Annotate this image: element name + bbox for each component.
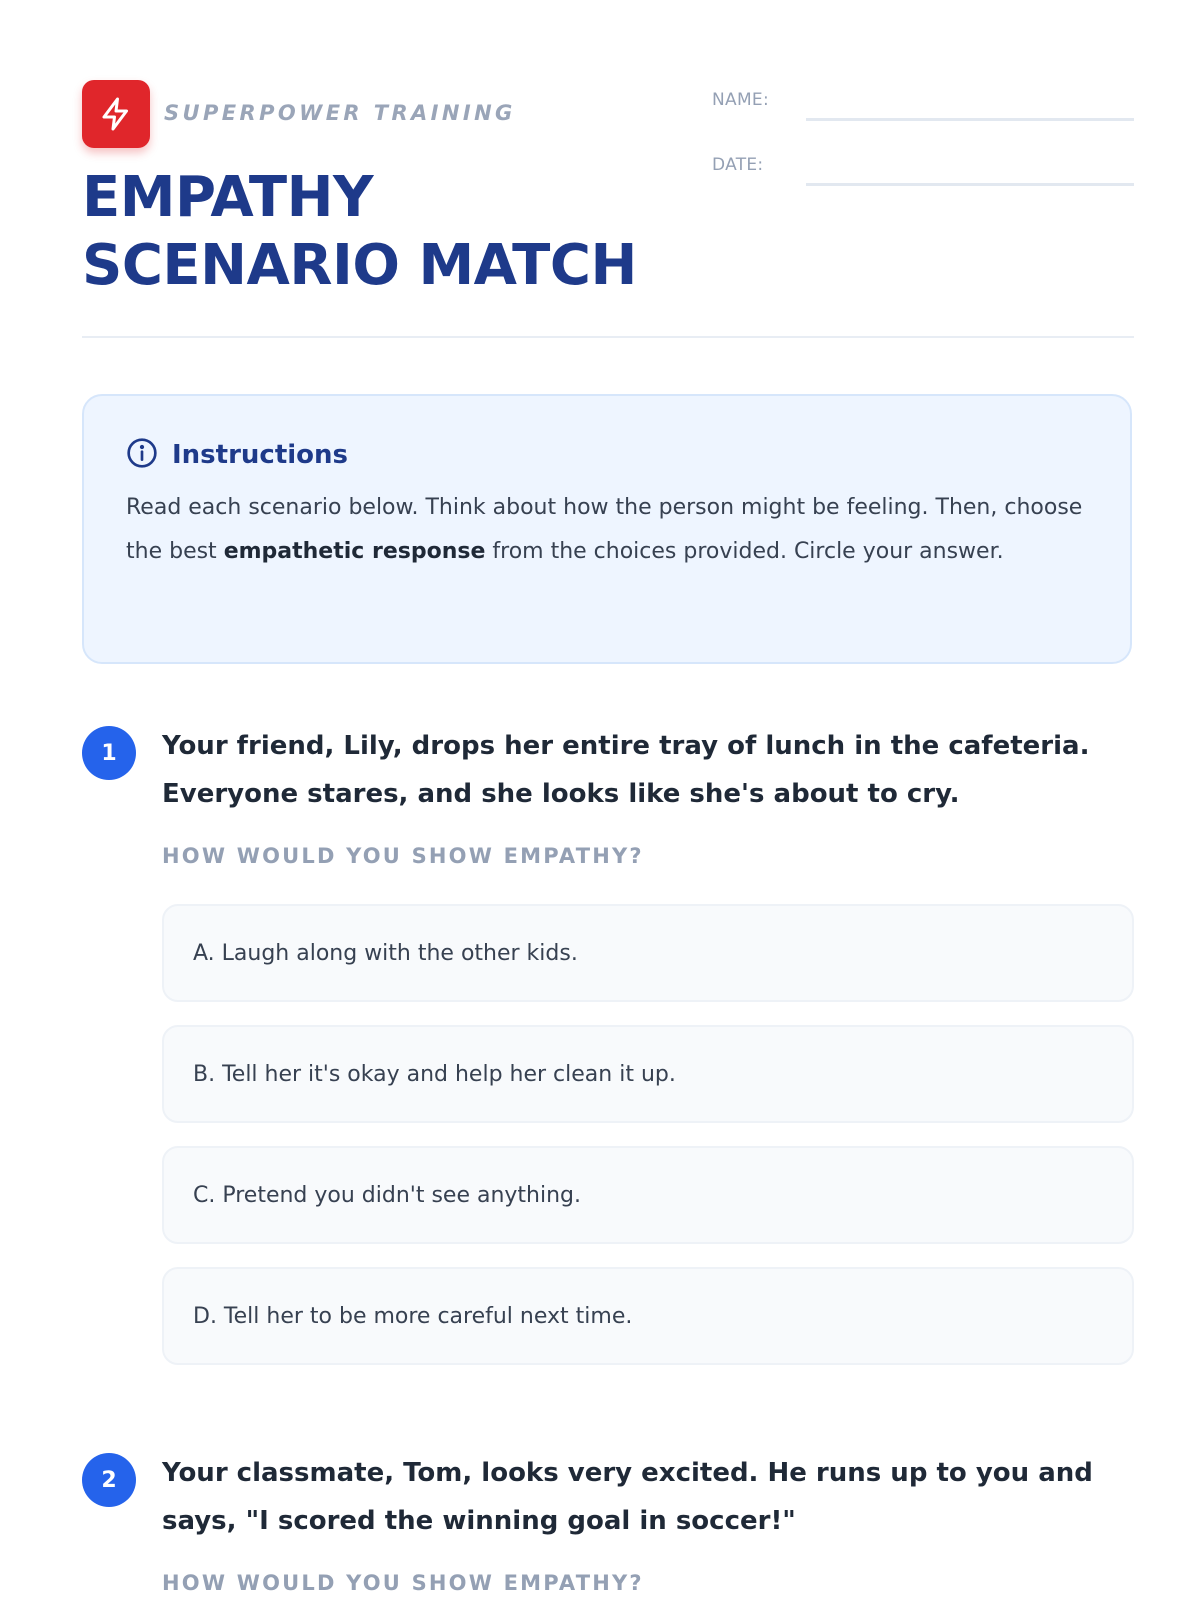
lightning-bolt-icon xyxy=(82,80,150,148)
question-scenario: Your classmate, Tom, looks very excited. He runs up to you and says, "I scored the winning goal in soccer!" xyxy=(162,1458,1093,1536)
instructions-text xyxy=(126,486,1096,574)
info-icon xyxy=(126,437,158,473)
header-divider xyxy=(82,336,1134,338)
instructions-text-bold: empathetic response xyxy=(223,539,486,564)
brand-label: SUPERPOWER TRAINING xyxy=(164,101,516,125)
title-line-2: SCENARIO MATCH xyxy=(82,233,637,298)
date-write-line[interactable] xyxy=(806,183,1134,186)
date-label: DATE: xyxy=(712,155,764,175)
page-title xyxy=(82,164,722,300)
answer-option-c[interactable]: C. Pretend you didn't see anything. xyxy=(162,1146,1134,1244)
answer-option-d[interactable]: D. Tell her to be more careful next time. xyxy=(162,1267,1134,1365)
question-number-badge: 2 xyxy=(82,1453,136,1507)
instructions-text-end: from the choices provided. Circle your answer. xyxy=(485,539,1004,564)
instructions-text-start: Read each scenario below. Think about how the person might be feeling. Then, choose the best xyxy=(126,495,1083,564)
question-scenario: Your friend, Lily, drops her entire tray of lunch in the cafeteria. Everyone stares, and she looks like she's about to cry. xyxy=(162,731,1090,809)
question-prompt: HOW WOULD YOU SHOW EMPATHY? xyxy=(162,1571,644,1595)
date-field[interactable] xyxy=(712,145,1134,185)
name-write-line[interactable] xyxy=(806,118,1134,121)
worksheet-header xyxy=(82,0,1134,340)
question-prompt: HOW WOULD YOU SHOW EMPATHY? xyxy=(162,844,644,868)
instructions-box xyxy=(82,394,1132,664)
question-number-badge: 1 xyxy=(82,726,136,780)
instructions-title: Instructions xyxy=(172,440,349,470)
instructions-heading xyxy=(126,438,348,472)
answer-option-a[interactable]: A. Laugh along with the other kids. xyxy=(162,904,1134,1002)
answer-option-b[interactable]: B. Tell her it's okay and help her clean it up. xyxy=(162,1025,1134,1123)
name-field[interactable] xyxy=(712,80,1134,120)
name-label: NAME: xyxy=(712,90,769,110)
title-line-1: EMPATHY xyxy=(82,165,373,230)
